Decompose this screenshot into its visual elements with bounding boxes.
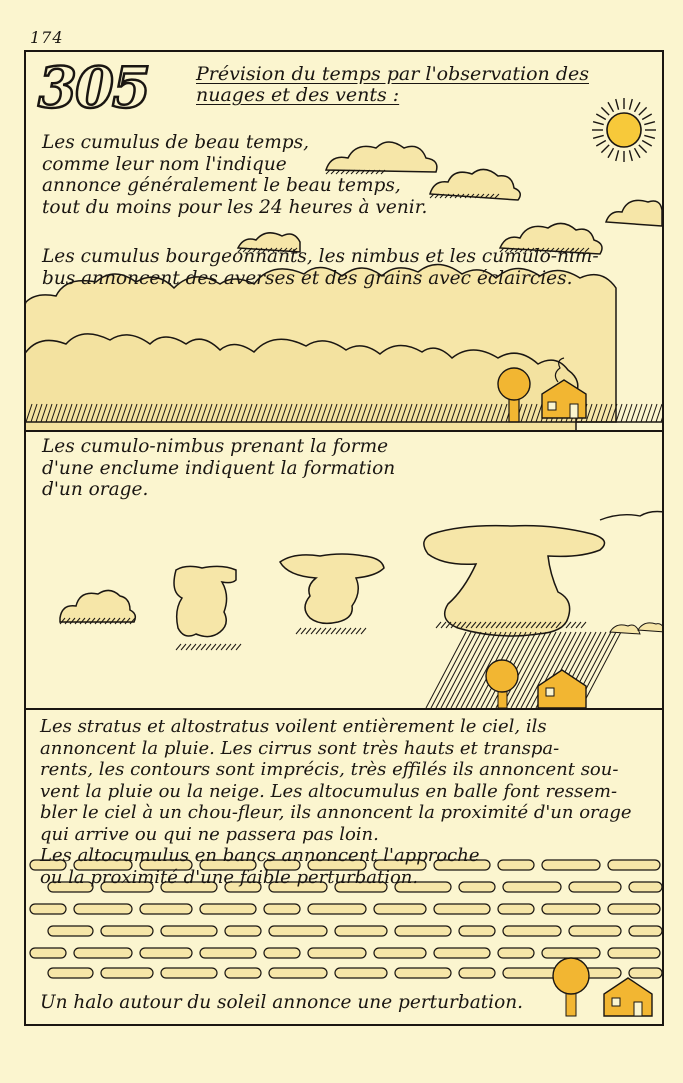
section-title: Prévision du temps par l'observation des nuages et des vents : bbox=[196, 63, 589, 106]
paragraph-stratus: Les stratus et altostratus voilent entièrement le ciel, ils annoncent la pluie. Les cirrus sont très hauts et transpa- rents, les contours sont imprécis, très effilés ils annoncent sou- vent la pluie ou la neige. Les altocumulus en balle font ressem- bler le ciel à un chou-fleur, ils annoncent la proximité d'un orage qui arrive ou qui ne passera pas loin. Les altocumulus en bancs annoncent l'approche ou la proximité d'une faible perturbation. bbox=[40, 716, 632, 888]
page-frame bbox=[24, 50, 664, 1026]
sun-icon bbox=[592, 98, 656, 162]
house-icon bbox=[604, 978, 652, 1016]
page-number: 174 bbox=[30, 28, 64, 47]
panel-cumulus bbox=[26, 52, 662, 432]
paragraph-bourgeonnants: Les cumulus bourgeonnants, les nimbus et les cumulo-nim- bus annoncent des averses et des grains avec éclaircies. bbox=[42, 246, 599, 289]
panel-cumulonimbus bbox=[26, 432, 662, 710]
tree-icon bbox=[486, 660, 518, 708]
house-icon bbox=[538, 670, 586, 708]
panel-stratus bbox=[26, 710, 662, 1024]
paragraph-cumulus: Les cumulus de beau temps, comme leur nom l'indique annonce généralement le beau temps, tout du moins pour les 24 heures à venir. bbox=[42, 132, 428, 218]
section-number: 305 bbox=[38, 55, 149, 121]
paragraph-enclume: Les cumulo-nimbus prenant la forme d'une enclume indiquent la formation d'un orage. bbox=[42, 436, 396, 500]
paragraph-halo: Un halo autour du soleil annonce une perturbation. bbox=[40, 992, 524, 1013]
